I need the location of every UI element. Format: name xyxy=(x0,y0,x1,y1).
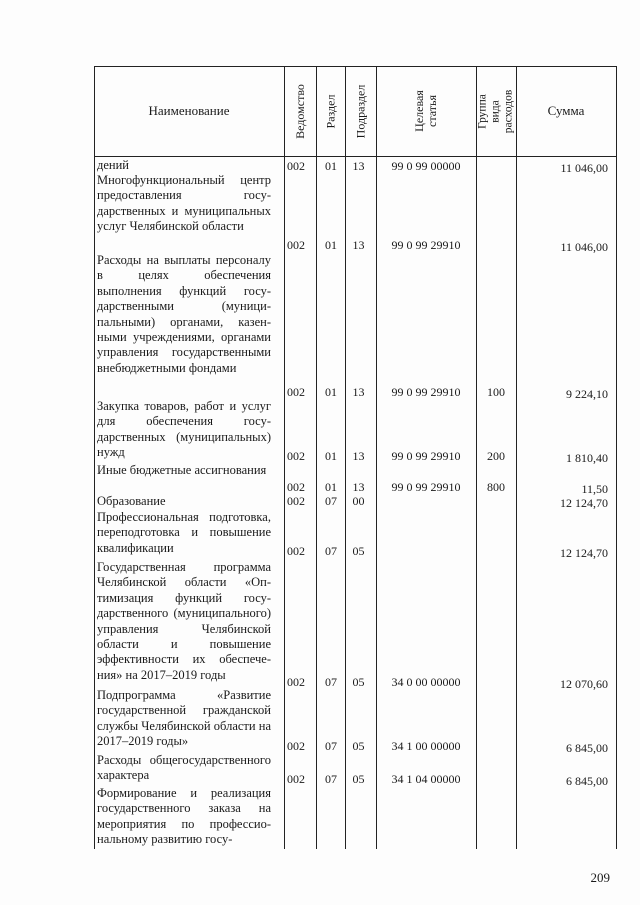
row-name: Иные бюджетные ассигнования xyxy=(97,463,267,477)
row-summa: 12 124,70 xyxy=(560,496,608,510)
table-border-left xyxy=(94,66,95,849)
row-podrazdel: 05 xyxy=(352,544,365,558)
row-name: Образование xyxy=(97,494,166,508)
row-podrazdel: 00 xyxy=(352,494,365,508)
row-vedomstvo: 002 xyxy=(287,238,305,252)
table-border-right xyxy=(616,66,617,849)
row-vedomstvo: 002 xyxy=(287,739,305,753)
row-celevaya-statya: 99 0 99 29910 xyxy=(391,480,461,494)
row-vedomstvo: 002 xyxy=(287,544,305,558)
row-summa: 11 046,00 xyxy=(560,240,608,254)
row-vedomstvo: 002 xyxy=(287,772,305,786)
row-razdel: 01 xyxy=(325,159,337,173)
row-razdel: 07 xyxy=(325,739,337,753)
header-divider xyxy=(94,156,616,157)
row-vedomstvo: 002 xyxy=(287,449,305,463)
row-name: Профессиональная подготовка, переподготовка и повышение квалификации xyxy=(97,510,271,555)
row-razdel: 01 xyxy=(325,385,337,399)
row-summa: 9 224,10 xyxy=(566,387,608,401)
row-summa: 11 046,00 xyxy=(560,161,608,175)
row-razdel: 07 xyxy=(325,544,337,558)
row-summa: 6 845,00 xyxy=(566,741,608,755)
row-summa: 11,50 xyxy=(581,482,608,496)
row-name: Многофункциональный центр предоставления государственных и муниципальных услуг Челябинской области xyxy=(97,173,271,234)
row-podrazdel: 13 xyxy=(352,449,365,463)
row-vedomstvo: 002 xyxy=(287,385,305,399)
row-podrazdel: 05 xyxy=(352,675,365,689)
row-podrazdel: 13 xyxy=(352,480,365,494)
row-celevaya-statya: 34 1 00 00000 xyxy=(391,739,461,753)
header-summa: Сумма xyxy=(547,103,585,118)
row-celevaya-statya: 99 0 99 29910 xyxy=(391,385,461,399)
row-podrazdel: 13 xyxy=(352,159,365,173)
row-podrazdel: 13 xyxy=(352,385,365,399)
row-gruppa: 200 xyxy=(487,449,505,463)
row-razdel: 01 xyxy=(325,449,337,463)
row-name: Формирование и реализация государственного заказа на мероприятия по профессиональному развитию госу- xyxy=(97,786,271,847)
row-razdel: 01 xyxy=(325,480,337,494)
row-name: Закупка товаров, работ и услуг для обеспечения государственных (муниципальных) нужд xyxy=(97,399,271,460)
row-razdel: 07 xyxy=(325,494,337,508)
row-vedomstvo: 002 xyxy=(287,675,305,689)
row-gruppa: 800 xyxy=(487,480,505,494)
row-name: Расходы общегосударственного характера xyxy=(97,753,271,783)
row-summa: 12 070,60 xyxy=(560,677,608,691)
row-vedomstvo: 002 xyxy=(287,494,305,508)
header-vedomstvo: Ведомство xyxy=(292,83,307,139)
row-name: Расходы на выплаты персоналу в целях обеспечения выполнения функций государственными (муниципальными) органами, казенными учреждениями, органами управления государственными внебюджетными фондами xyxy=(97,253,271,375)
row-summa: 12 124,70 xyxy=(560,546,608,560)
row-name: Государственная программа Челябинской области «Оптимизация функций государственного (муниципального) управления Челябинской области и повышение эффективности их обеспечения» на 2017–2019 годы xyxy=(97,560,271,682)
row-razdel: 01 xyxy=(325,238,337,252)
page-number: 209 xyxy=(590,870,610,885)
row-vedomstvo: 002 xyxy=(287,480,305,494)
header-name: Наименование xyxy=(148,103,230,118)
row-name: Подпрограмма «Развитие государственной гражданской службы Челябинской области на 2017–2019 годы» xyxy=(97,688,271,749)
row-celevaya-statya: 99 0 99 29910 xyxy=(391,449,461,463)
row-summa: 1 810,40 xyxy=(566,451,608,465)
row-summa: 6 845,00 xyxy=(566,774,608,788)
header-celevaya-statya: Целевая статья xyxy=(412,90,439,132)
column-divider xyxy=(316,66,317,849)
row-celevaya-statya: 34 1 04 00000 xyxy=(391,772,461,786)
header-gruppa-vida-rashodov: Группа вида расходов xyxy=(476,89,515,133)
row-vedomstvo: 002 xyxy=(287,159,305,173)
row-podrazdel: 05 xyxy=(352,772,365,786)
row-celevaya-statya: 99 0 99 00000 xyxy=(391,159,461,173)
row-podrazdel: 13 xyxy=(352,238,365,252)
header-razdel: Раздел xyxy=(323,94,338,128)
row-gruppa: 100 xyxy=(487,385,505,399)
row-name: дений xyxy=(97,158,129,172)
header-podrazdel: Подраздел xyxy=(353,84,368,138)
row-razdel: 07 xyxy=(325,675,337,689)
row-podrazdel: 05 xyxy=(352,739,365,753)
row-celevaya-statya: 99 0 99 29910 xyxy=(391,238,461,252)
row-razdel: 07 xyxy=(325,772,337,786)
row-celevaya-statya: 34 0 00 00000 xyxy=(391,675,461,689)
